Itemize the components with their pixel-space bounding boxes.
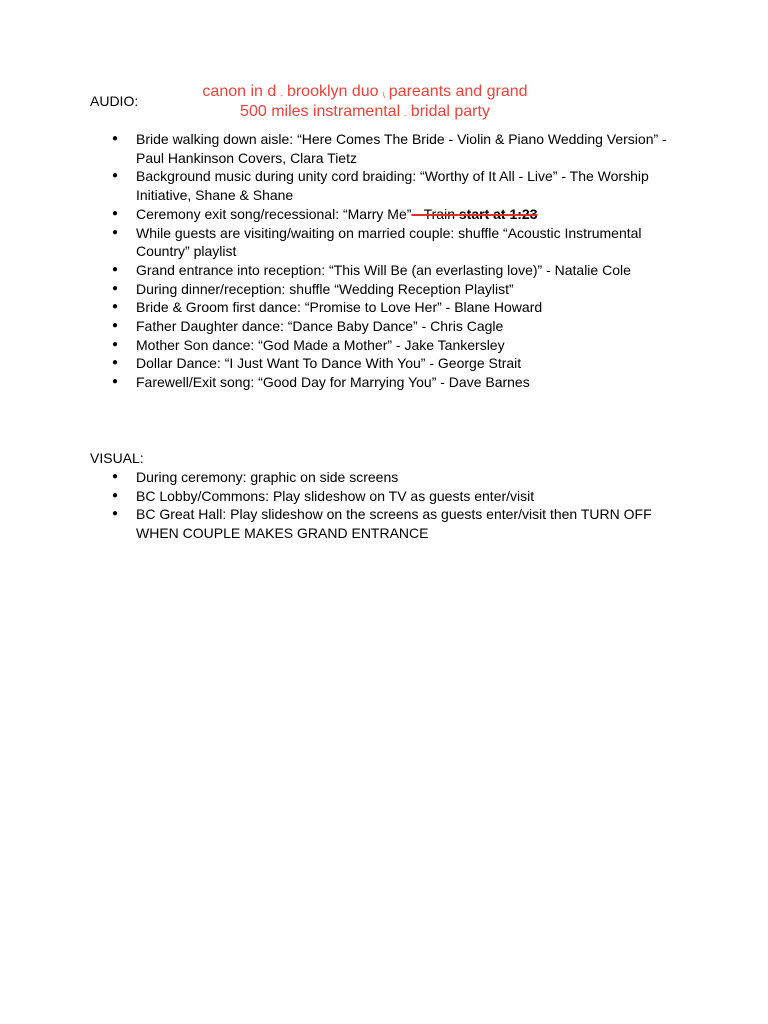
- list-item: ● Bride & Groom first dance: “Promise to Love Her” - Blane Howard: [112, 298, 672, 317]
- visual-section-label: VISUAL:: [90, 450, 144, 466]
- note-text: canon in d: [202, 83, 277, 100]
- note-separator: -: [404, 111, 407, 120]
- list-item: ● Farewell/Exit song: “Good Day for Marrying You” - Dave Barnes: [112, 373, 672, 392]
- list-item: [112, 205, 672, 224]
- list-item: ● BC Lobby/Commons: Play slideshow on TV as guests enter/visit: [112, 487, 672, 506]
- visual-list: [112, 468, 672, 543]
- list-item: ● Father Daughter dance: “Dance Baby Dance” - Chris Cagle: [112, 317, 672, 336]
- struck-text: [411, 206, 537, 222]
- list-item: ● During dinner/reception: shuffle “Wedding Reception Playlist”: [112, 280, 672, 299]
- audio-list: [112, 130, 672, 392]
- note-separator: \: [382, 91, 385, 100]
- list-item: ● During ceremony: graphic on side screens: [112, 468, 672, 487]
- list-item: ● While guests are visiting/waiting on married couple: shuffle “Acoustic Instrumental Country” playlist: [112, 224, 672, 261]
- list-item: ● Grand entrance into reception: “This Will Be (an everlasting love)” - Natalie Cole: [112, 261, 672, 280]
- list-item: ● BC Great Hall: Play slideshow on the screens as guests enter/visit then TURN OFF WHEN COUPLE MAKES GRAND ENTRANCE: [112, 505, 672, 542]
- list-item: ● Background music during unity cord braiding: “Worthy of It All - Live” - The Worship Initiative, Shane & Shane: [112, 167, 672, 204]
- note-text: 500 miles instramental: [240, 103, 401, 120]
- struck-start-time: start at 1:23: [458, 205, 538, 222]
- note-text: bridal party: [410, 103, 490, 120]
- note-separator: -: [280, 91, 283, 100]
- list-item: ● Mother Son dance: “God Made a Mother” - Jake Tankersley: [112, 336, 672, 355]
- list-item: ● Bride walking down aisle: “Here Comes The Bride - Violin & Piano Wedding Version” - Paul Hankinson Covers, Clara Tietz: [112, 130, 672, 167]
- audio-section-label: AUDIO:: [90, 93, 139, 109]
- note-text: pareants and grand: [388, 83, 528, 100]
- handwritten-note-line-2: [170, 102, 560, 126]
- struck-artist: - Train: [411, 205, 459, 222]
- list-item: ● Dollar Dance: “I Just Want To Dance With You” - George Strait: [112, 354, 672, 373]
- note-text: brooklyn duo: [286, 83, 379, 100]
- list-item-text: Ceremony exit song/recessional: “Marry Me”: [136, 205, 412, 222]
